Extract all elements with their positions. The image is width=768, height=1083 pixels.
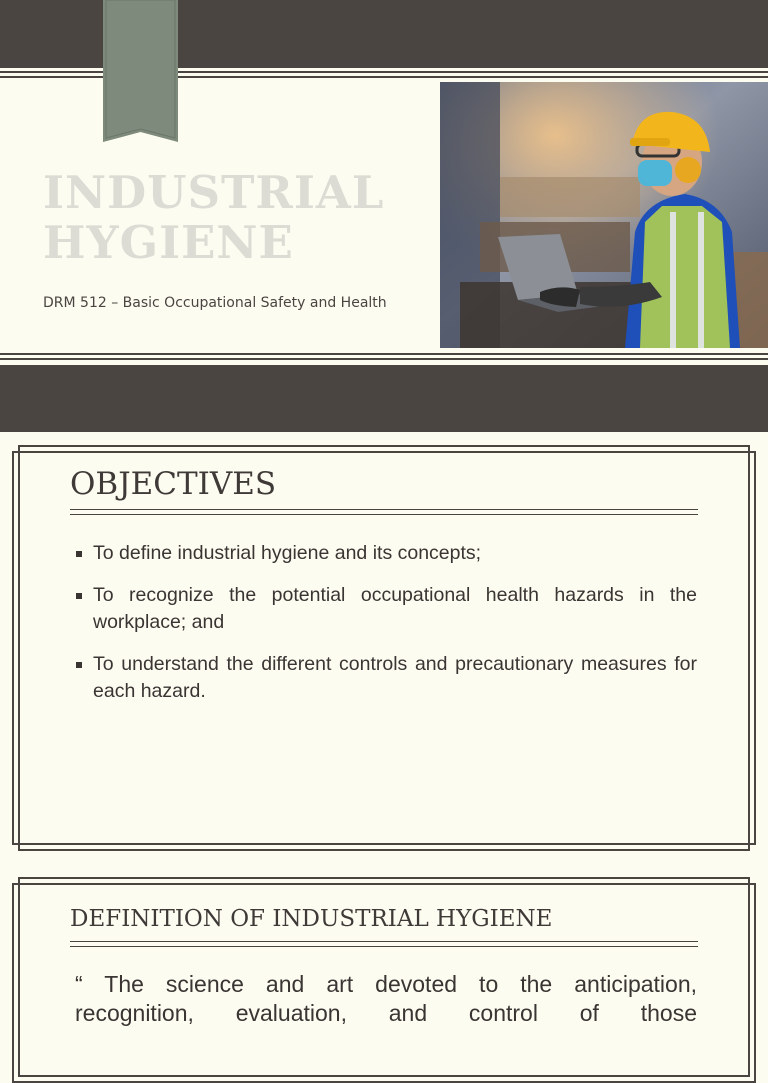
divider-line <box>0 358 768 360</box>
objectives-title: OBJECTIVES <box>70 466 277 502</box>
slide-subtitle: DRM 512 – Basic Occupational Safety and Health <box>43 295 387 311</box>
worker-with-laptop-photo <box>440 82 768 348</box>
slide-title <box>43 168 433 268</box>
title-underline <box>70 509 698 515</box>
list-item: To define industrial hygiene and its concepts; <box>75 540 697 567</box>
title-underline <box>70 941 698 947</box>
title-line-1: INDUSTRIAL <box>43 166 385 219</box>
bookmark-ribbon-icon <box>103 0 178 142</box>
objectives-list <box>75 540 697 720</box>
title-line-2: HYGIENE <box>43 216 294 269</box>
definition-title: DEFINITION OF INDUSTRIAL HYGIENE <box>70 906 553 932</box>
divider-line <box>0 353 768 355</box>
list-item: To recognize the potential occupational health hazards in the workplace; and <box>75 582 697 636</box>
list-item: To understand the different controls and precautionary measures for each hazard. <box>75 651 697 705</box>
definition-text: “ The science and art devoted to the anticipation, recognition, evaluation, and control of those <box>75 971 697 1026</box>
bottom-banner-bar <box>0 365 768 432</box>
